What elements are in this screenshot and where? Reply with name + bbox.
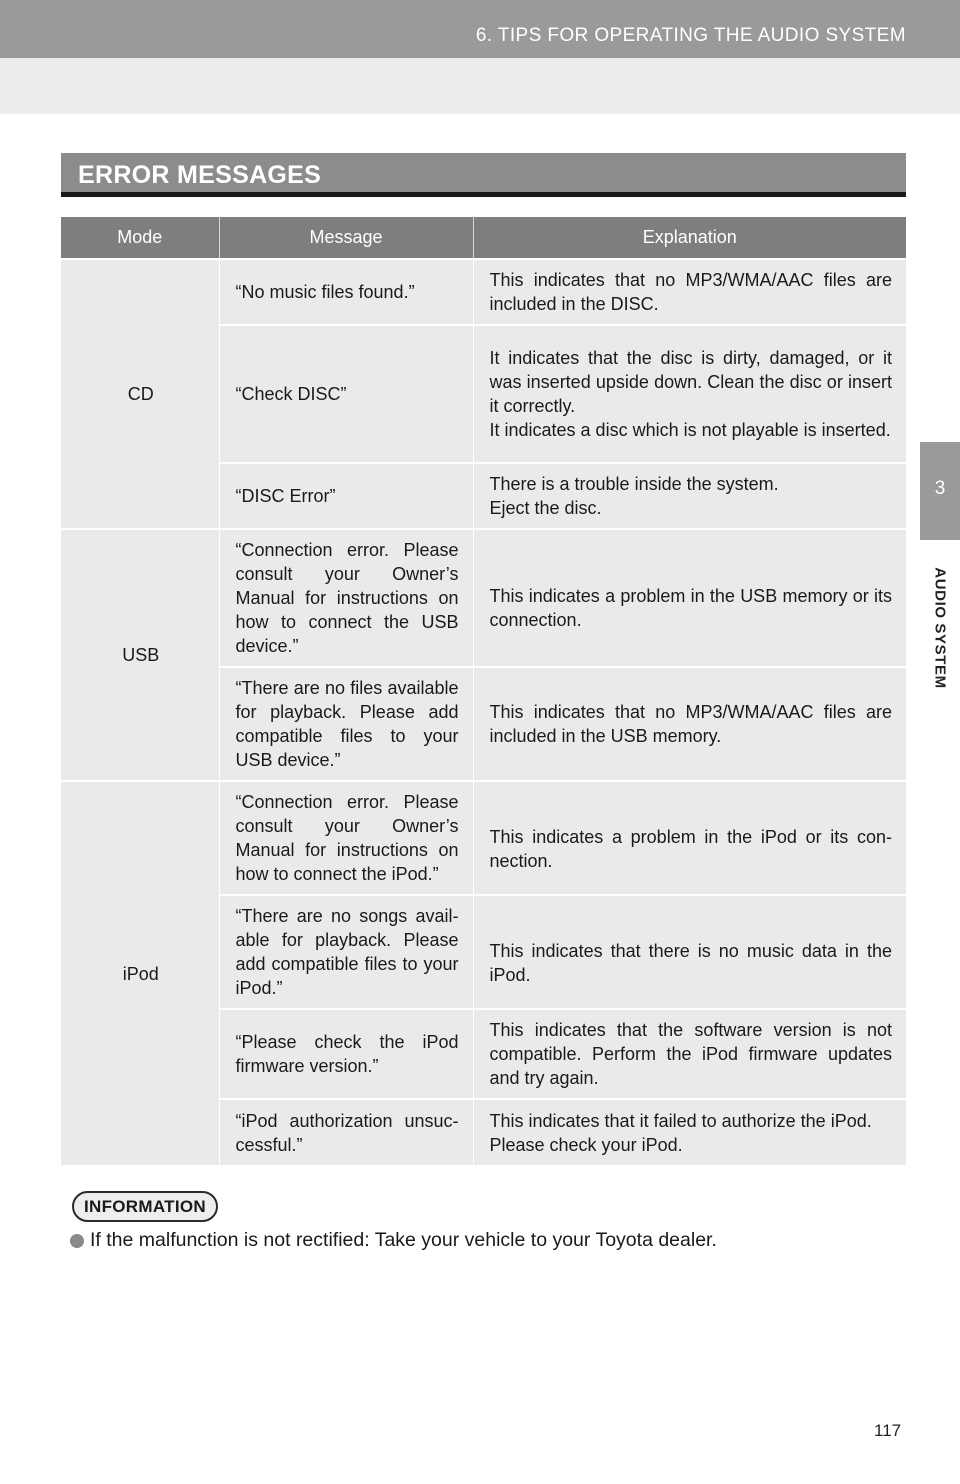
message-cell: “iPod authorization unsuccessful.” (219, 1099, 473, 1165)
section-header (61, 153, 906, 197)
bullet-icon (70, 1234, 84, 1248)
explanation-cell: This indicates that no MP3/WMA/AAC files are included in the USB memory. (473, 667, 906, 781)
message-cell: “Connection error. Please consult your Owner’s Manual for instructions on how to connect the USB device.” (219, 529, 473, 667)
column-header-message: Message (219, 217, 473, 259)
explanation-cell: This indicates that there is no music data in the iPod. (473, 895, 906, 1009)
section-title: ERROR MESSAGES (78, 161, 322, 189)
message-cell: “Check DISC” (219, 325, 473, 463)
mode-cell-cd: CD (61, 259, 219, 529)
information-item (70, 1229, 717, 1252)
information-text: If the malfunction is not rectified: Take your vehicle to your Toyota dealer. (90, 1229, 717, 1251)
explanation-cell: This indicates a problem in the iPod or its connection. (473, 781, 906, 895)
message-cell: “Please check the iPod firmware version.” (219, 1009, 473, 1099)
explanation-cell: It indicates that the disc is dirty, damaged, or it was inserted upside down. Clean the disc or insert it correctly. It indicates a disc which is not playable is inserted. (473, 325, 906, 463)
explanation-cell: There is a trouble inside the system. Eject the disc. (473, 463, 906, 529)
chapter-tab-number: 3 (920, 442, 960, 540)
explanation-cell: This indicates a problem in the USB memory or its connection. (473, 529, 906, 667)
page-number: 117 (874, 1421, 902, 1440)
mode-cell-ipod: iPod (61, 781, 219, 1165)
mode-cell-usb: USB (61, 529, 219, 781)
message-cell: “Connection error. Please consult your Owner’s Manual for instructions on how to connect the iPod.” (219, 781, 473, 895)
header-band (0, 0, 960, 58)
error-messages-table (61, 217, 906, 1165)
message-cell: “There are no songs available for playback. Please add compatible files to your iPod.” (219, 895, 473, 1009)
message-cell: “DISC Error” (219, 463, 473, 529)
column-header-explanation: Explanation (473, 217, 906, 259)
explanation-cell: This indicates that no MP3/WMA/AAC files are included in the DISC. (473, 259, 906, 325)
explanation-cell: This indicates that the software version is not compatible. Perform the iPod firmware updates and try again. (473, 1009, 906, 1099)
chapter-title: 6. TIPS FOR OPERATING THE AUDIO SYSTEM (475, 25, 906, 46)
table-row (61, 529, 906, 667)
table-row (61, 781, 906, 895)
explanation-cell: This indicates that it failed to authorize the iPod. Please check your iPod. (473, 1099, 906, 1165)
chapter-tab-label: AUDIO SYSTEM (931, 567, 949, 689)
message-cell: “No music files found.” (219, 259, 473, 325)
information-label: INFORMATION (72, 1191, 218, 1222)
table-header-row (61, 217, 906, 259)
chapter-tab (920, 540, 960, 716)
table-row (61, 259, 906, 325)
header-sub-band (0, 58, 960, 114)
column-header-mode: Mode (61, 217, 219, 259)
message-cell: “There are no files available for playback. Please add compatible files to your USB device.” (219, 667, 473, 781)
